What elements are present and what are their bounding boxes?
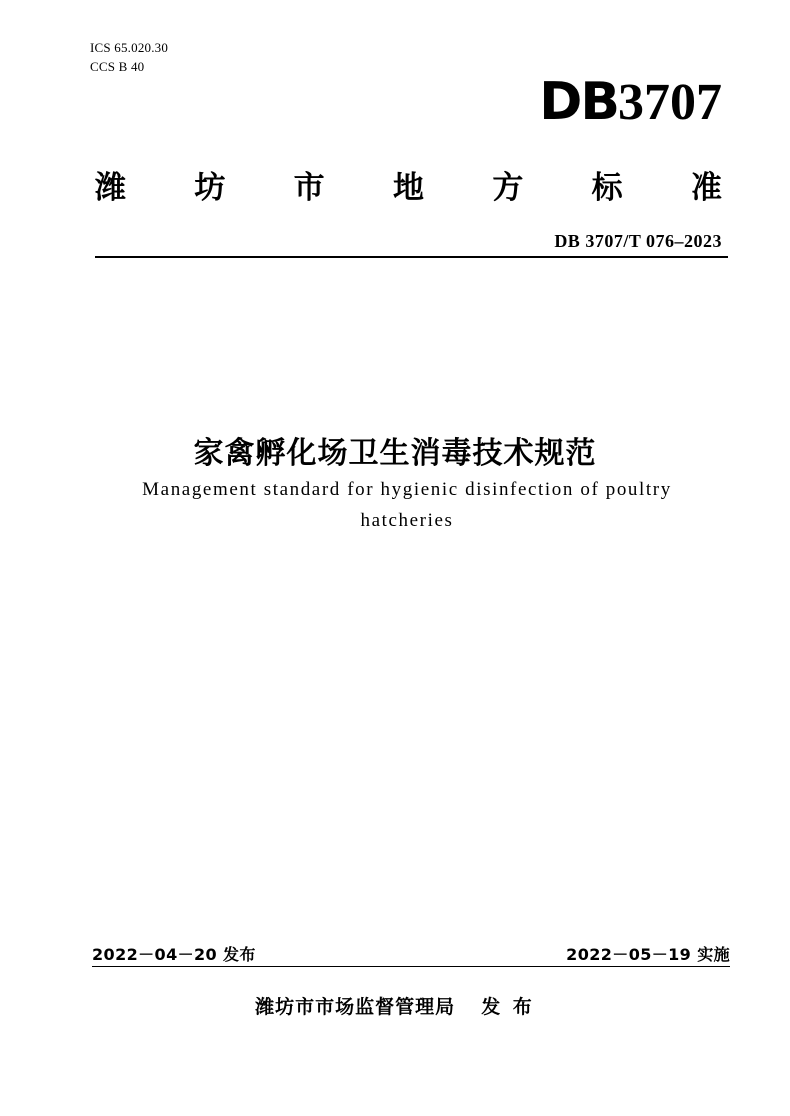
standard-type-char: 地 [392,170,424,206]
effective-date: 2022－05－19 实施 [566,945,730,964]
ccs-code: CCS B 40 [90,59,145,74]
publisher-line [0,992,790,1019]
db-number-digits: 3707 [618,74,722,131]
ics-code: ICS 65.020.30 [90,40,169,55]
standard-type-char: 方 [492,170,524,206]
standard-type-char: 潍 [95,170,126,206]
standard-type-heading [95,168,722,208]
db-number-prefix: DB [539,72,618,132]
header-divider [95,256,728,258]
standard-type-char: 标 [591,170,623,206]
ics-block [90,38,168,76]
document-title-en [120,474,694,536]
footer-divider [92,966,730,967]
document-title-en-line1: Management standard for hygienic disinfection of poultry [142,479,672,500]
standard-type-char: 市 [293,170,325,206]
db-number [539,74,722,131]
standard-code: DB 3707/T 076–2023 [554,231,722,251]
document-title-en-line2: hatcheries [360,510,454,531]
standard-type-char: 准 [690,170,722,206]
document-title-cn: 家禽孵化场卫生消毒技术规范 [193,436,597,471]
publisher-name: 潍坊市市场监督管理局 [255,996,456,1018]
issue-date: 2022－04－20 发布 [92,945,256,964]
publish-word: 发 布 [481,996,535,1018]
standard-type-char: 坊 [194,170,226,206]
